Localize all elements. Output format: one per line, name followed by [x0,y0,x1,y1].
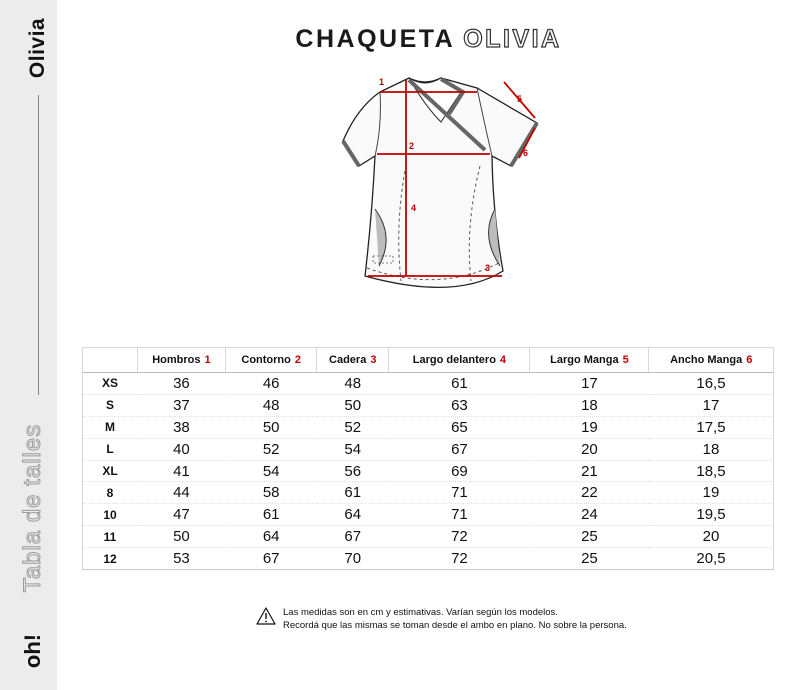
table-row: 10 47 61 64 71 24 19,5 [83,504,774,526]
table-header-row [83,348,774,373]
header-ancho-manga: Ancho Manga 6 [649,348,774,373]
header-size [83,348,138,373]
page-title [0,25,800,54]
marker-3: 3 [485,263,491,273]
size-table [82,347,774,570]
note-line-2: Recordá que las mismas se toman desde el ambo en plano. No sobre la persona. [283,620,627,631]
note-line-1: Las medidas son en cm y estimativas. Varían según los modelos. [283,607,558,618]
table-row: L 40 52 54 67 20 18 [83,438,774,460]
title-main: CHAQUETA [295,25,456,53]
header-cadera: Cadera 3 [317,348,389,373]
table-row: 8 44 58 61 71 22 19 [83,482,774,504]
marker-2: 2 [409,141,415,151]
model-name-vertical: Olivia [26,17,49,79]
sidebar-divider [38,95,39,395]
table-row: M 38 50 52 65 19 17,5 [83,416,774,438]
table-row: S 37 48 50 63 18 17 [83,394,774,416]
header-largo-manga: Largo Manga 5 [530,348,649,373]
marker-1: 1 [379,77,385,87]
marker-4: 4 [411,203,417,213]
left-sidebar-strip [0,0,57,690]
table-row: 12 53 67 70 72 25 20,5 [83,548,774,570]
table-row: XS 36 46 48 61 17 16,5 [83,373,774,395]
table-row: 11 50 64 67 72 25 20 [83,526,774,548]
garment-diagram [335,66,545,306]
header-contorno: Contorno 2 [226,348,317,373]
warning-icon [256,606,276,626]
title-sub: OLIVIA [463,25,562,53]
brand-logo: oh! [20,633,45,669]
marker-5: 5 [517,94,523,104]
marker-6: 6 [523,148,529,158]
header-hombros: Hombros 1 [137,348,226,373]
section-title-vertical: Tabla de talles [19,423,46,593]
table-row: XL 41 54 56 69 21 18,5 [83,460,774,482]
header-largo-delantero: Largo delantero 4 [389,348,530,373]
